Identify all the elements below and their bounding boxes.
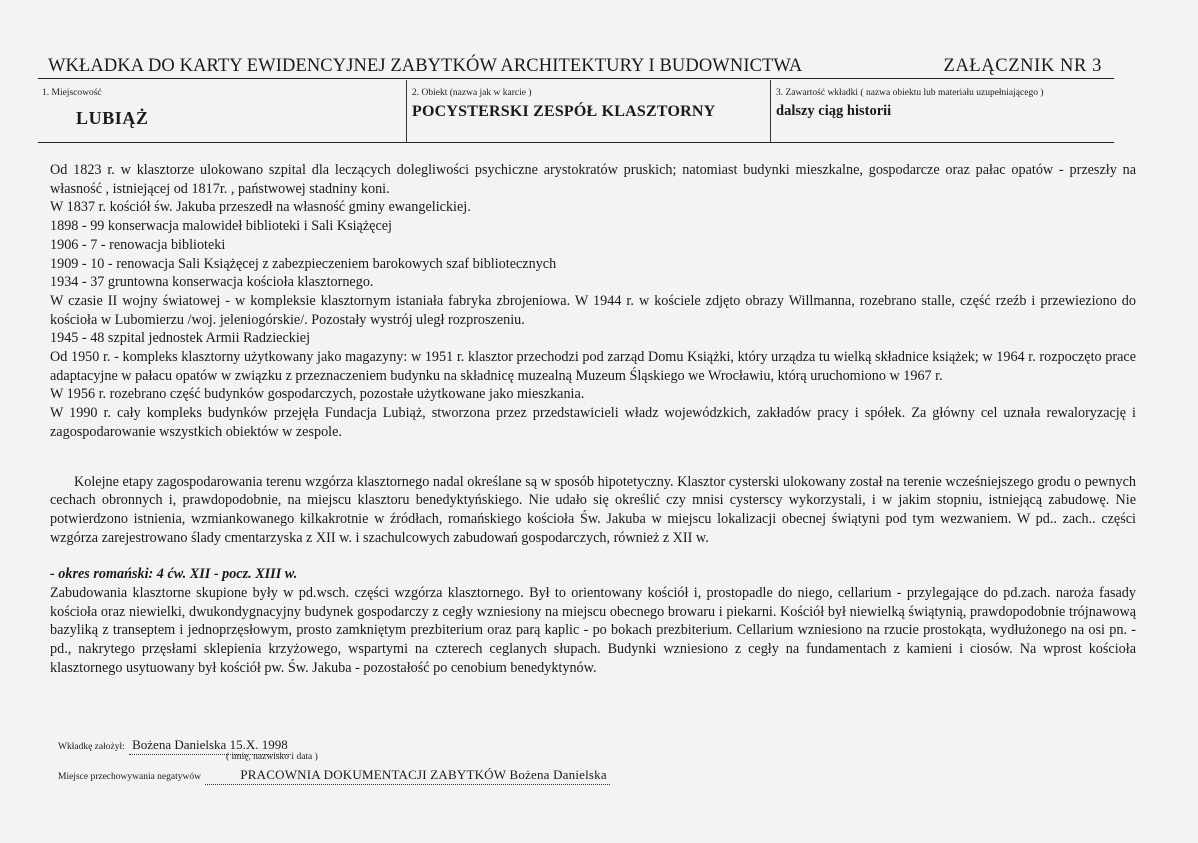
romanesque-paragraph: Zabudowania klasztorne skupione były w pd.wsch. części wzgórza klasztornego. Był to orientowany kościół i, prostopadle do niego, cellarium - przylegające do pd.zach. naroża fasady kościoła oraz niewielki, dwukondygnacyjny budynek gospodarczy z cegły wzniesiony na miejscu obecnego browaru i piekarni. Kościół był niewielką świątynią, prawdopodobnie trójnawową bazyliką z transeptem i jednoprzęsłowym, prosto zamkniętym prezbiterium oraz parą kaplic - po bokach prezbiterium. Cellarium wzniesiono na rzucie prostokąta, wydłużonego na osi pn. - pd., nakrytego przęsłami sklepienia krzyżowego, wspartymi na czterech ceglanych słupach. Budynki wzniesiono z cegły na fundamentach z kamieni i ciosów. Na wprost kościoła klasztornego usytuowany był kościół pw. Św. Jakuba - pozostałość po cenobium benedyktynów. <box>50 585 1136 676</box>
history-entry: W czasie II wojny światowej - w kompleksie klasztornym istaniała fabryka zbrojeniowa. W 1944 r. w kościele zdjęto obrazy Willmanna, rozebrano stalle, część rzeźb i przewieziono do kościoła w Lubomierzu /woj. jeleniogórskie/. Pozostały wystrój uległ rozproszeniu. <box>50 292 1136 328</box>
storage-line <box>205 767 610 785</box>
contents-value: dalszy ciąg historii <box>776 103 892 119</box>
history-entry: W 1990 r. cały kompleks budynków przejęła Fundacja Lubiąż, stworzona przez przedstawicieli władz wojewódzkich, zakładów pracy i spółek. Za główny cel uznała rewaloryzację i zagospodarowanie wszystkich obiektów w zespole. <box>50 405 1136 440</box>
object-value: POCYSTERSKI ZESPÓŁ KLASZTORNY <box>412 103 716 120</box>
locality-label: 1. Miejscowość <box>42 88 102 98</box>
object-field <box>406 80 771 142</box>
object-label: 2. Obiekt (nazwa jak w karcie ) <box>412 88 532 98</box>
author-label: Wkładkę założył: <box>58 742 125 752</box>
contents-label: 3. Zawartość wkładki ( nazwa obiektu lub materiału uzupełniającego ) <box>776 88 1044 98</box>
locality-field <box>38 80 406 142</box>
history-entry: 1906 - 7 - renowacja biblioteki <box>50 236 226 253</box>
locality-value: LUBIĄŻ <box>76 108 149 128</box>
history-entry: W 1837 r. kościół św. Jakuba przeszedł na własność gminy ewangelickiej. <box>50 199 471 216</box>
header-rule <box>38 78 1114 79</box>
history-entry: 1945 - 48 szpital jednostek Armii Radzieckiej <box>50 330 311 347</box>
storage-value: PRACOWNIA DOKUMENTACJI ZABYTKÓW Bożena Danielska <box>240 767 607 782</box>
author-hint: ( imię, nazwisko i data ) <box>226 752 318 762</box>
document-title: WKŁADKA DO KARTY EWIDENCYJNEJ ZABYTKÓW ARCHITEKTURY I BUDOWNICTWA <box>48 56 803 76</box>
history-entry: 1909 - 10 - renowacja Sali Książęcej z zabezpieczeniem barokowych szaf bibliotecznych <box>50 255 557 272</box>
author-value: Bożena Danielska 15.X. 1998 <box>129 737 291 755</box>
annex-label: ZAŁĄCZNIK NR 3 <box>943 56 1102 76</box>
history-entry: Od 1823 r. w klasztorze ulokowano szpital dla leczących dolegliwości psychiczne arystokratów pruskich; natomiast budynki mieszkalne, gospodarcze oraz pałac opatów - przeszły na własność , istniejącej od 1817r. , państwowej stadniny koni. <box>50 162 1136 197</box>
romanesque-heading: - okres romański: 4 ćw. XII - pocz. XIII w. <box>50 566 298 583</box>
storage-row <box>58 767 610 785</box>
paragraph-spacer <box>50 547 1136 565</box>
history-entry: 1898 - 99 konserwacja malowideł biblioteki i Sali Książęcej <box>50 218 392 235</box>
history-entry: W 1956 r. rozebrano część budynków gospodarczych, pozostałe użytkowane jako mieszkania. <box>50 386 585 403</box>
paragraph-spacer <box>50 442 1136 473</box>
contents-field <box>770 80 1115 142</box>
stages-paragraph: Kolejne etapy zagospodarowania terenu wzgórza klasztornego nadal określane są w sposób hipotetyczny. Klasztor cysterski ulokowany został na terenie wcześniejszego grodu o pewnych cechach obronnych i, prawdopodobnie, na miejscu klasztoru benedyktyńskiego. Nie udało się określić czy mnisi cysterscy wykorzystali, i w jakim stopniu, istniejącą zabudowę. Nie potwierdzono istnienia, wzmiankowanego kilkakrotnie w źródłach, romańskiego kościoła Św. Jakuba w miejscu lokalizacji obecnej świątyni pod tym wezwaniem. W pd.. zach.. części wzgórza zarejestrowano ślady cmentarzyska z XII w. i szachulcowych zabudowań gospodarczych, również z XII w. <box>50 473 1136 546</box>
storage-label: Miejsce przechowywania negatywów <box>58 772 201 782</box>
document-body <box>50 161 1136 678</box>
header-fields <box>38 80 1114 143</box>
history-entry: 1934 - 37 gruntowna konserwacja kościoła klasztornego. <box>50 274 374 291</box>
history-entry: Od 1950 r. - kompleks klasztorny użytkowany jako magazyny: w 1951 r. klasztor przechodzi pod zarząd Domu Książki, który urządza tu wielką składnice książek; w 1964 r. rozpoczęto prace adaptacyjne w pałacu opatów w związku z przeznaczeniem budynku na składnicę muzealną Muzeum Śląskiego we Wrocławiu, którą uruchomiono w 1967 r. <box>50 349 1136 384</box>
